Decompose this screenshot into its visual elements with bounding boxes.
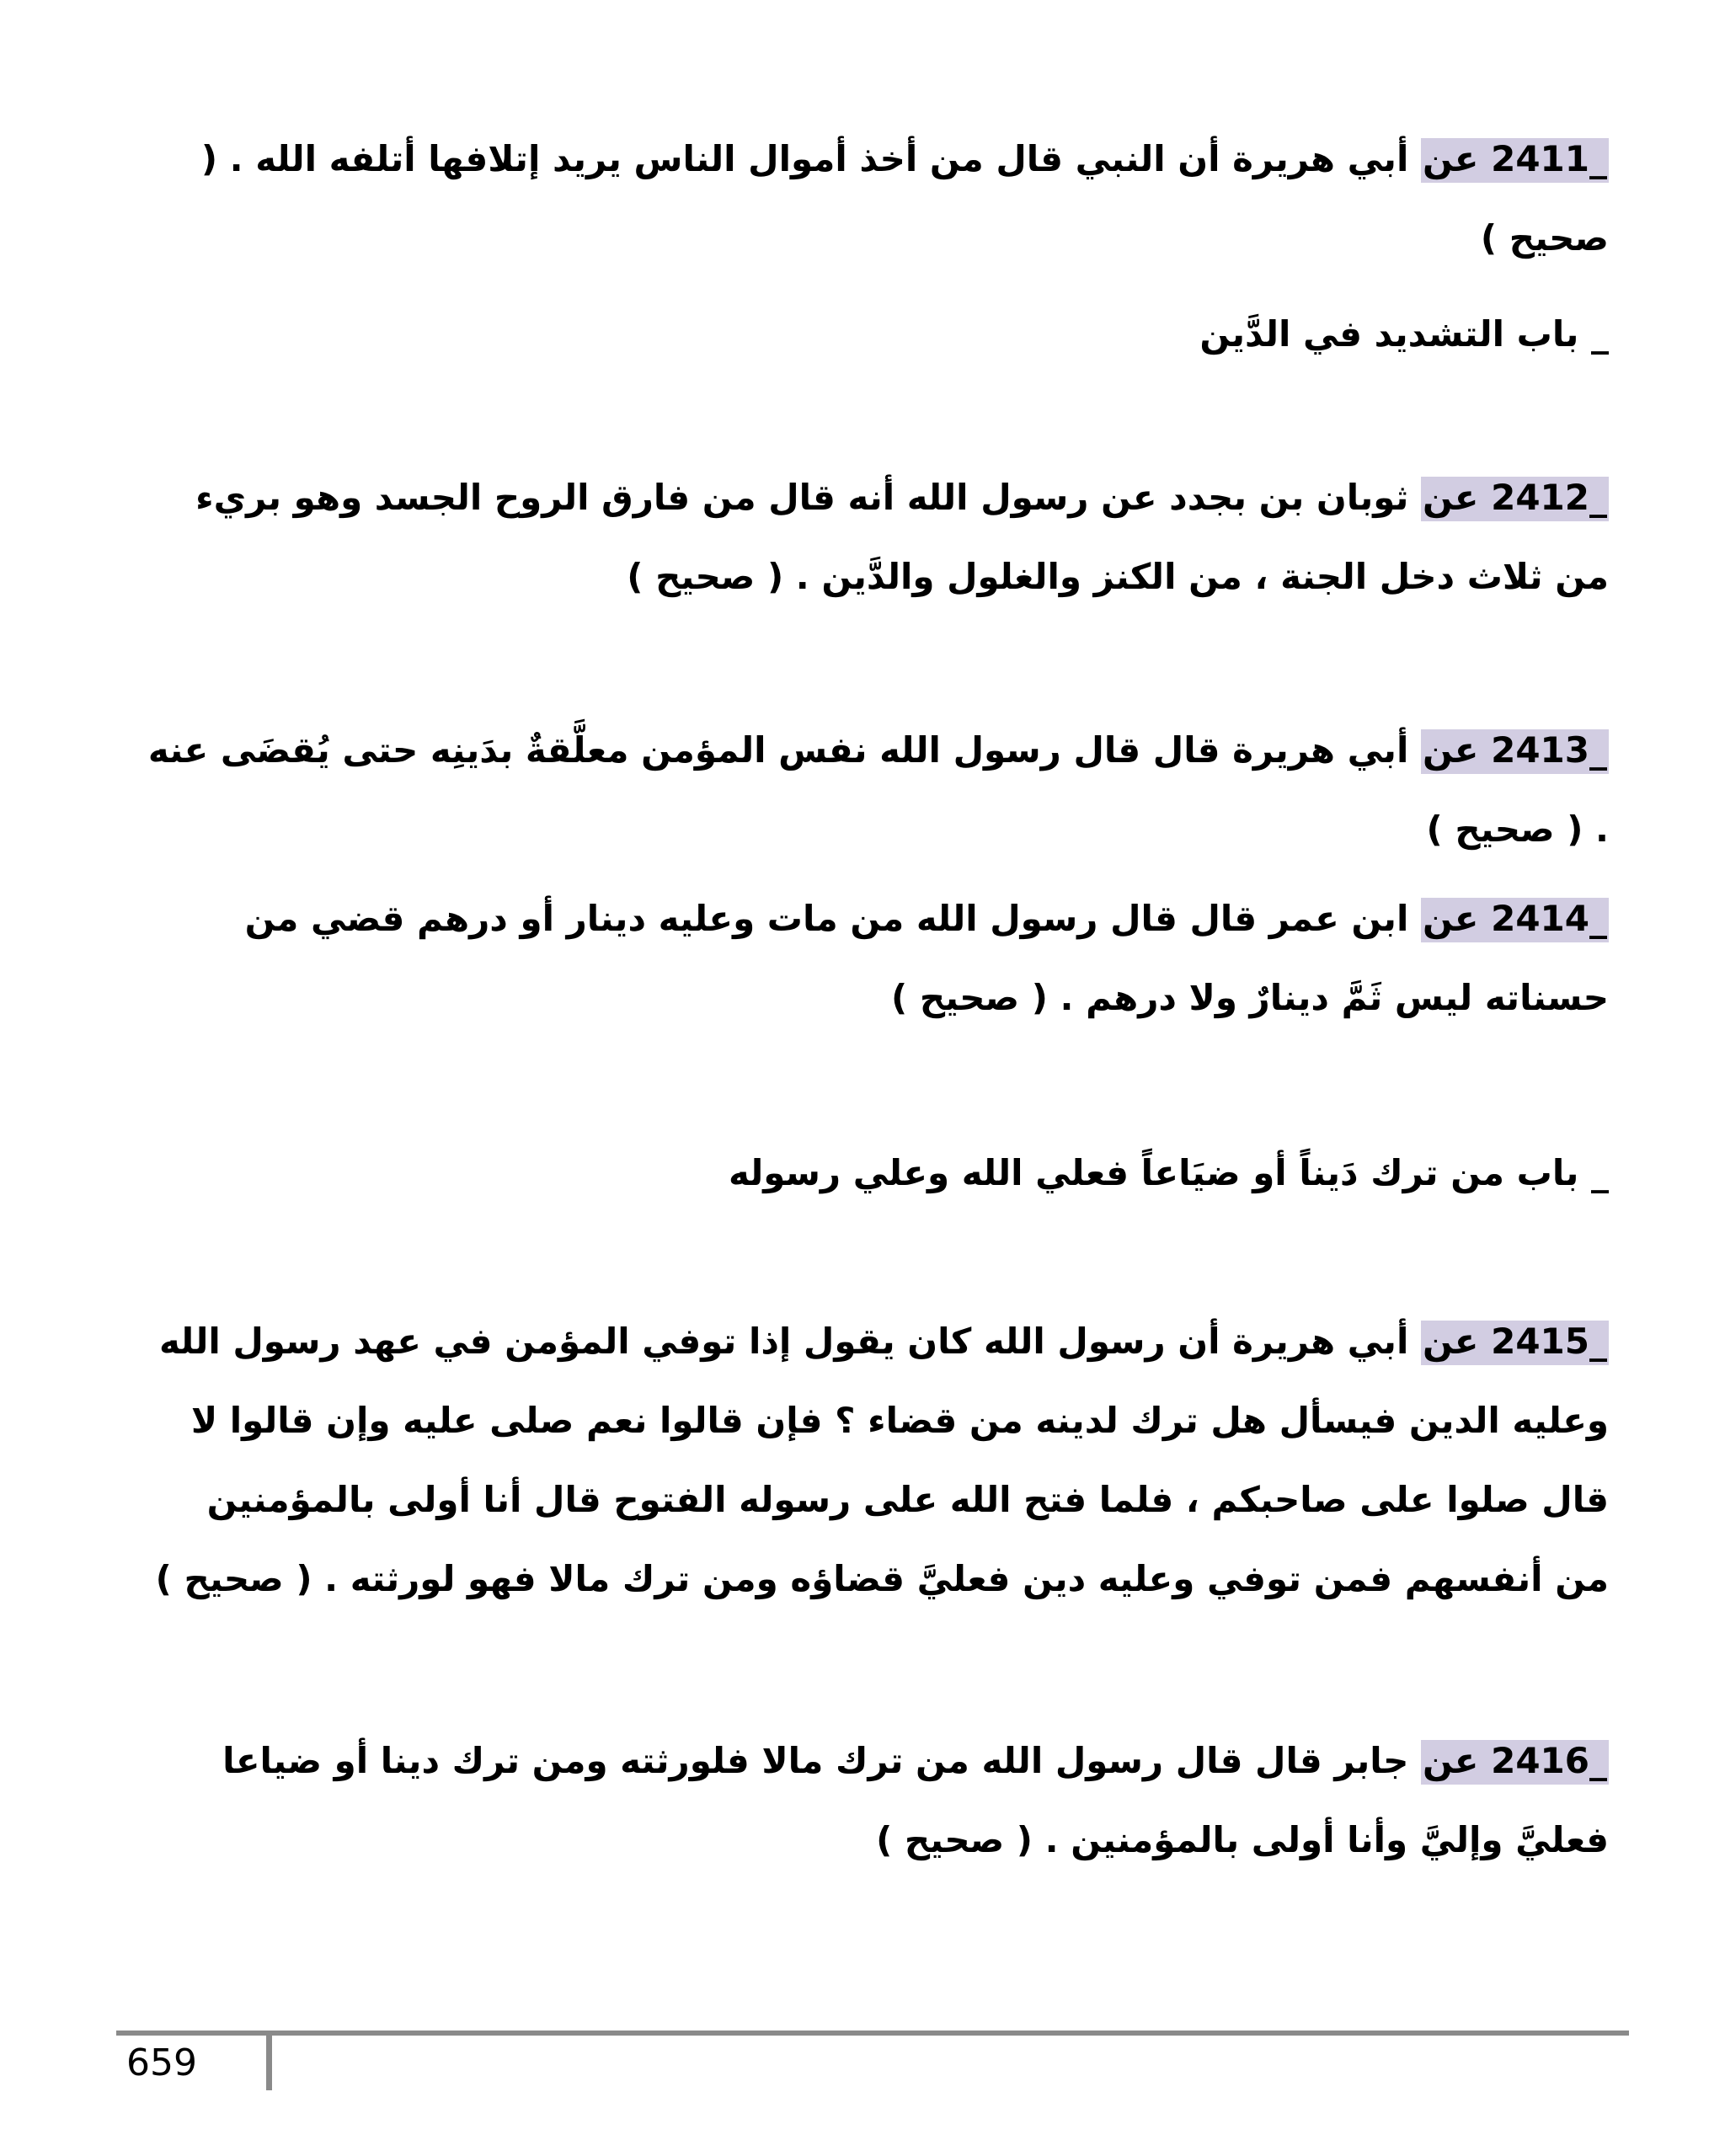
footer-rule [116, 2031, 1629, 2036]
hadith-2411 [143, 120, 1609, 278]
hadith-number: 2412_ [1491, 477, 1607, 518]
chapter-title: _ باب التشديد في الدَّين [1199, 313, 1609, 355]
page-number: 659 [126, 2041, 197, 2084]
hadith-an: عن [1422, 898, 1479, 939]
hadith-text: أبي هريرة أن رسول الله كان يقول إذا توفي المؤمن في عهد رسول الله وعليه الدين فيسأل هل ترك لدينه من قضاء ؟ فإن قالوا نعم صلى عليه وإن قالوا لا قال صلوا على صاحبكم ، فلما فتح الله على رسوله الفتوح قال أنا أولى بالمؤمنين من أنفسهم فمن توفي وعليه دين فعليَّ قضاؤه ومن ترك مالا فهو لورثته . ( صحيح ) [155, 1321, 1609, 1599]
hadith-an: عن [1422, 1740, 1479, 1781]
hadith-an: عن [1422, 729, 1479, 771]
hadith-number-highlight [1421, 729, 1609, 774]
hadith-an: عن [1422, 477, 1479, 518]
hadith-number: 2414_ [1491, 898, 1607, 939]
chapter-heading-1 [143, 295, 1609, 374]
footer-divider-tick [266, 2033, 272, 2090]
hadith-number: 2416_ [1491, 1740, 1607, 1781]
hadith-text: أبي هريرة أن النبي قال من أخذ أموال الناس يريد إتلافها أتلفه الله . ( صحيح ) [200, 138, 1609, 259]
hadith-number-highlight [1421, 477, 1609, 521]
hadith-number-highlight [1421, 1740, 1609, 1785]
hadith-2415 [143, 1302, 1609, 1619]
chapter-heading-2 [143, 1134, 1609, 1213]
hadith-number: 2415_ [1491, 1321, 1607, 1362]
hadith-text: جابر قال قال رسول الله من ترك مالا فلورثته ومن ترك دينا أو ضياعا فعليَّ وإليَّ وأنا أولى بالمؤمنين . ( صحيح ) [222, 1740, 1609, 1860]
hadith-text: أبي هريرة قال قال رسول الله نفس المؤمن معلَّقةٌ بدَينِه حتى يُقضَى عنه . ( صحيح ) [147, 729, 1609, 850]
hadith-number-highlight [1421, 1321, 1609, 1365]
hadith-2412 [143, 458, 1609, 616]
hadith-2413 [143, 711, 1609, 869]
hadith-text: ابن عمر قال قال رسول الله من مات وعليه دينار أو درهم قضي من حسناته ليس ثَمَّ دينارٌ ولا درهم . ( صحيح ) [244, 898, 1609, 1018]
chapter-title: _ باب من ترك دَيناً أو ضيَاعاً فعلي الله وعلي رسوله [729, 1152, 1609, 1193]
hadith-an: عن [1422, 138, 1479, 179]
hadith-number-highlight [1421, 898, 1609, 942]
hadith-number: 2413_ [1491, 729, 1607, 771]
hadith-number-highlight [1421, 138, 1609, 183]
hadith-an: عن [1422, 1321, 1479, 1362]
hadith-2414 [143, 879, 1609, 1038]
hadith-number: 2411_ [1491, 138, 1607, 179]
hadith-text: ثوبان بن بجدد عن رسول الله أنه قال من فارق الروح الجسد وهو بريء من ثلاث دخل الجنة ، من الكنز والغلول والدَّين . ( صحيح ) [195, 477, 1609, 597]
hadith-2416 [143, 1721, 1609, 1880]
